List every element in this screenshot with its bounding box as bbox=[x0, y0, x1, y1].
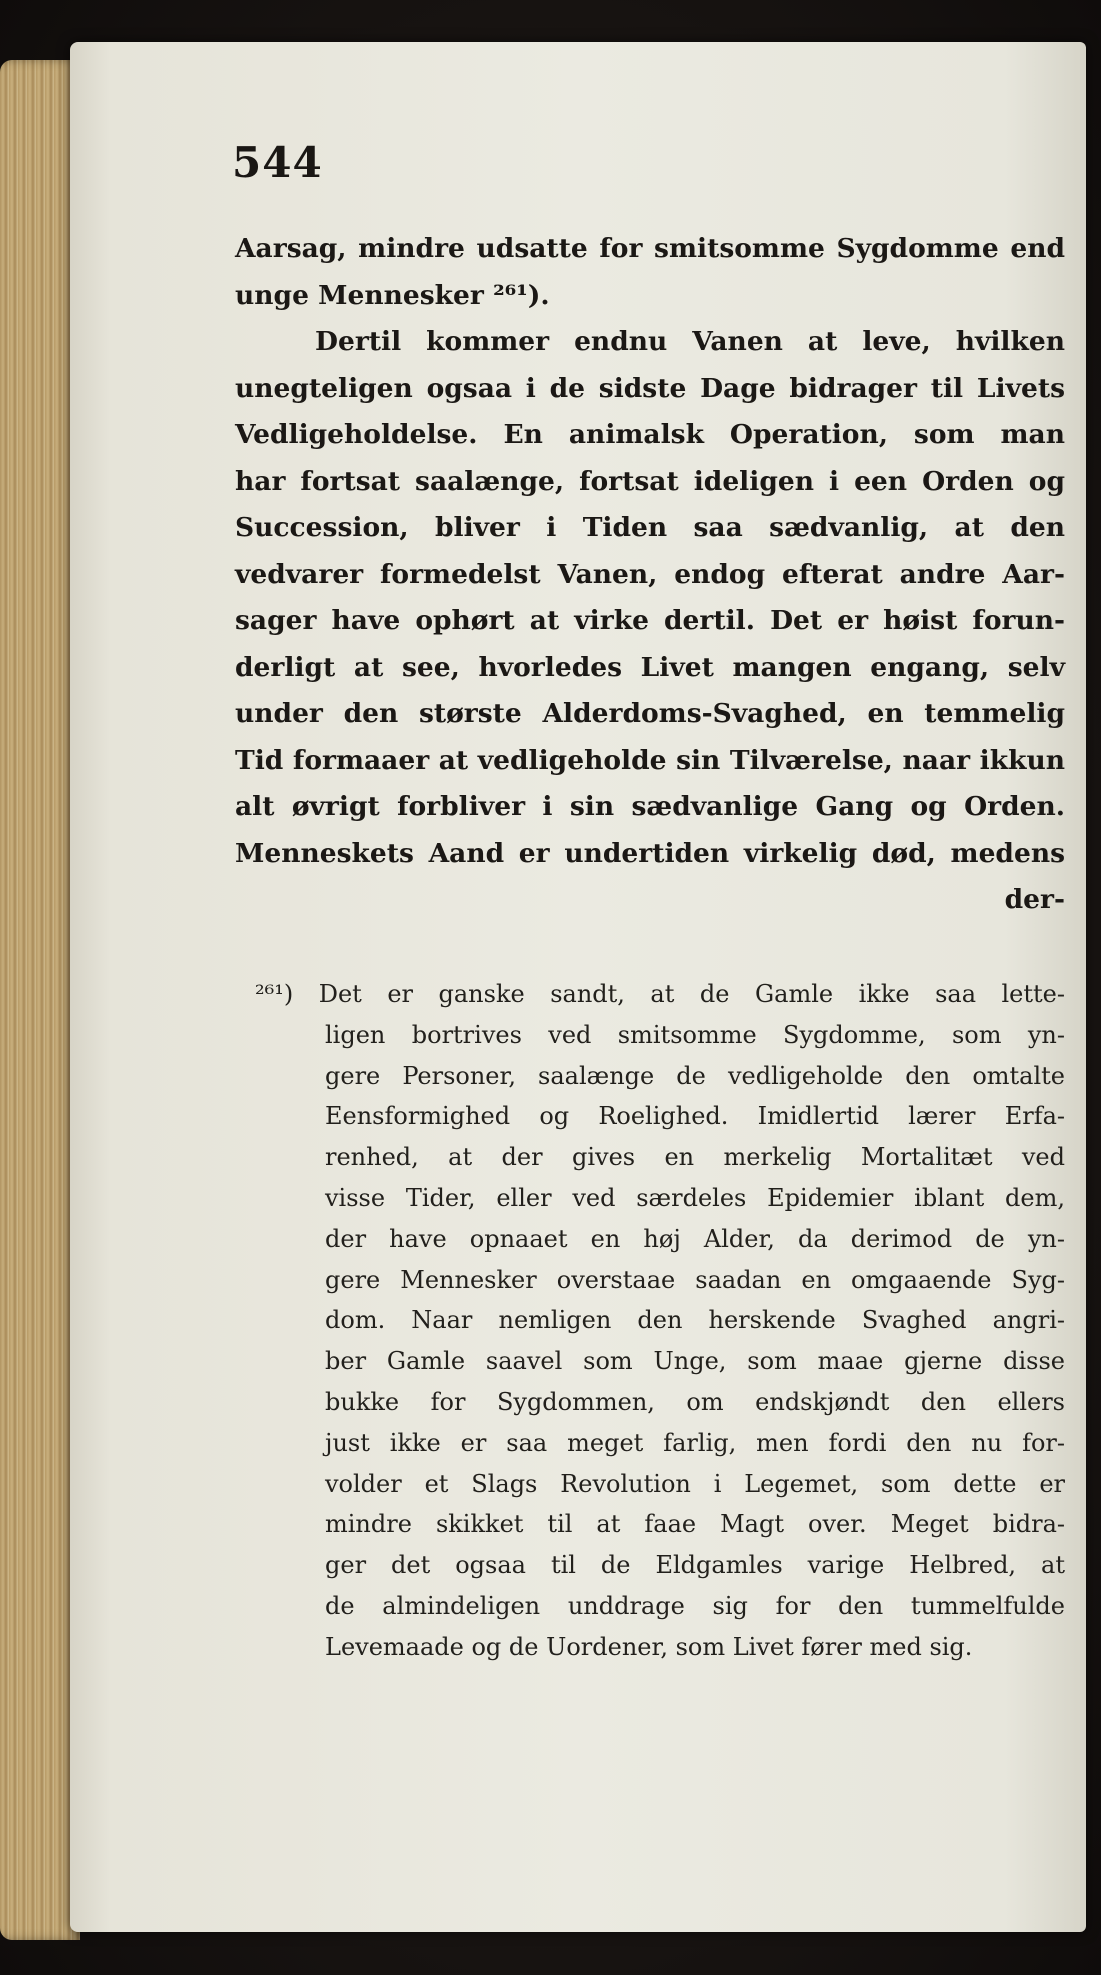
body-line: under den største Alderdoms-Svaghed, en temmelig bbox=[235, 698, 1065, 729]
body-line: sager have ophørt at virke dertil. Det er høist forun- bbox=[235, 605, 1065, 636]
footnote-line: just ikke er saa meget farlig, men fordi den nu for- bbox=[325, 1428, 1065, 1457]
footnote-line: Levemaade og de Uordener, som Livet fører med sig. bbox=[325, 1632, 973, 1661]
body-line: Dertil kommer endnu Vanen at leve, hvilken bbox=[315, 326, 1065, 357]
body-line: Aarsag, mindre udsatte for smitsomme Sygdomme end bbox=[235, 233, 1065, 264]
footnote-line: gere Mennesker overstaae saadan en omgaaende Syg- bbox=[325, 1265, 1065, 1294]
footnote-line: ²⁶¹) Det er ganske sandt, at de Gamle ikke saa lette- bbox=[255, 980, 1065, 1008]
body-line: Menneskets Aand er undertiden virkelig død, medens bbox=[235, 837, 1065, 869]
body-line: unge Mennesker ²⁶¹). bbox=[235, 279, 550, 311]
body-line: Succession, bliver i Tiden saa sædvanlig, at den bbox=[235, 512, 1065, 543]
footnote-line: volder et Slags Revolution i Legemet, som dette er bbox=[325, 1469, 1065, 1498]
book-page-edges bbox=[0, 60, 80, 1940]
footnote-line: der have opnaaet en høj Alder, da derimod de yn- bbox=[325, 1224, 1065, 1253]
footnote-line: ber Gamle saavel som Unge, som maae gjerne disse bbox=[325, 1347, 1065, 1376]
footnote-line: ligen bortrives ved smitsomme Sygdomme, som yn- bbox=[325, 1020, 1065, 1049]
body-line: vedvarer formedelst Vanen, endog efterat andre Aar- bbox=[235, 558, 1065, 590]
footnote-line: gere Personer, saalænge de vedligeholde den omtalte bbox=[325, 1061, 1065, 1090]
footnote-line: dom. Naar nemligen den herskende Svaghed angri- bbox=[325, 1306, 1065, 1335]
footnote-line: mindre skikket til at faae Magt over. Meget bidra- bbox=[325, 1510, 1065, 1539]
footnote-line: Eensformighed og Roelighed. Imidlertid lærer Erfa- bbox=[325, 1102, 1065, 1131]
footnote-line: bukke for Sygdommen, om endskjøndt den ellers bbox=[325, 1387, 1065, 1416]
body-line: alt øvrigt forbliver i sin sædvanlige Gang og Orden. bbox=[235, 791, 1065, 822]
footnote-line: renhed, at der gives en merkelig Mortalitæt ved bbox=[325, 1143, 1065, 1172]
footnote-line: de almindeligen unddrage sig for den tummelfulde bbox=[325, 1591, 1065, 1620]
footnote-line: ger det ogsaa til de Eldgamles varige Helbred, at bbox=[325, 1551, 1065, 1580]
footnote bbox=[235, 974, 1065, 1668]
body-line: Tid formaaer at vedligeholde sin Tilværelse, naar ikkun bbox=[235, 744, 1065, 776]
catchword: der- bbox=[1004, 884, 1065, 915]
body-text bbox=[235, 226, 1065, 924]
body-line: Vedligeholdelse. En animalsk Operation, som man bbox=[235, 419, 1065, 450]
footnote-line: visse Tider, eller ved særdeles Epidemier iblant dem, bbox=[325, 1183, 1065, 1212]
body-line: har fortsat saalænge, fortsat ideligen i een Orden og bbox=[235, 465, 1065, 497]
body-line: unegteligen ogsaa i de sidste Dage bidrager til Livets bbox=[235, 372, 1065, 404]
body-line: derligt at see, hvorledes Livet mangen engang, selv bbox=[235, 651, 1065, 683]
page-number: 544 bbox=[232, 138, 323, 187]
